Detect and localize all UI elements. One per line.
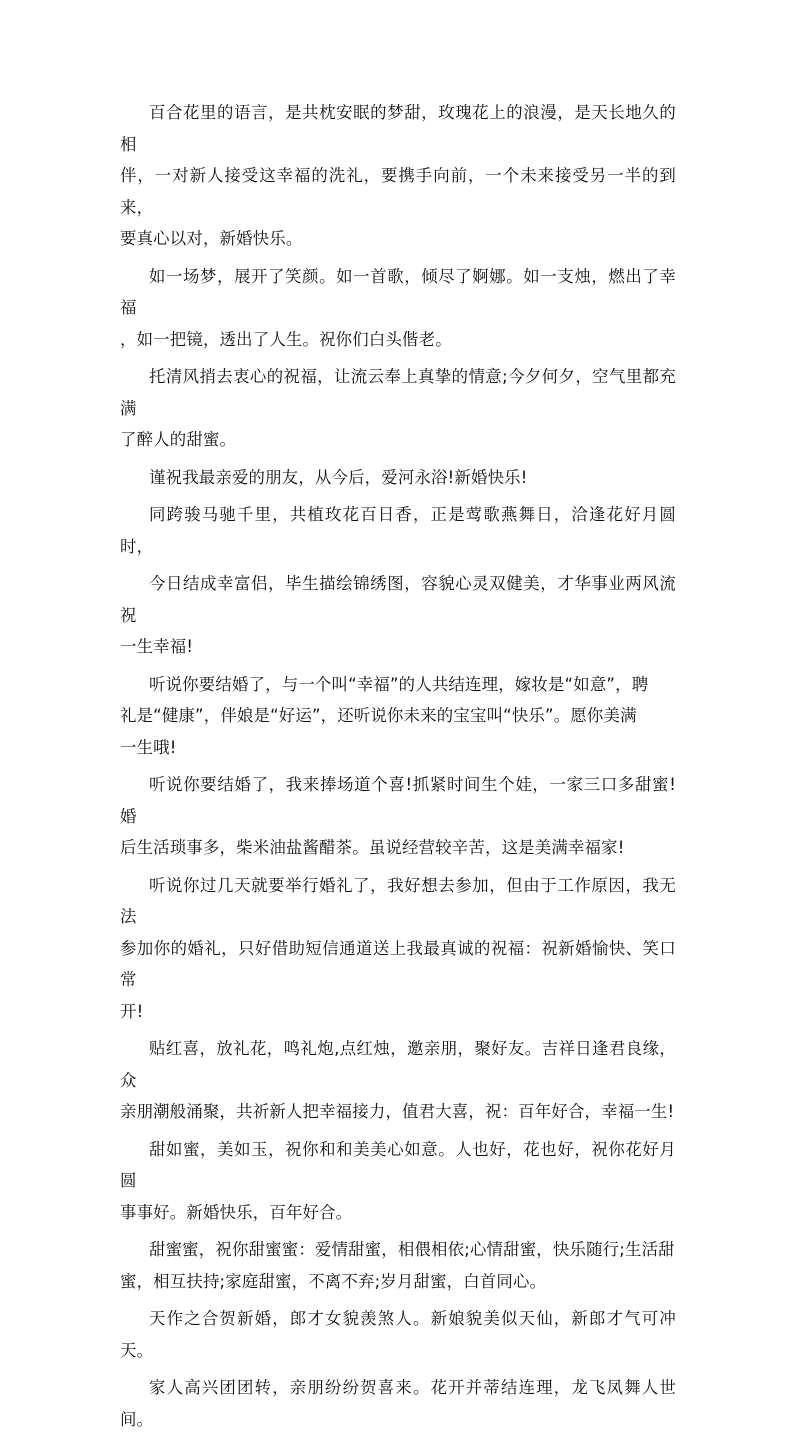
text-line: 同跨骏马驰千里，共植玫花百日香，正是莺歌燕舞日，洽逢花好月圆时， bbox=[120, 505, 676, 556]
text-line: ，如一把镜，透出了人生。祝你们白头偕老。 bbox=[120, 329, 452, 349]
text-line: 天作之合贺新婚，郎才女貌羡煞人。新娘貌美似天仙，新郎才气可冲天。 bbox=[120, 1309, 676, 1360]
text-line: 谨祝我最亲爱的朋友，从今后，爱河永浴!新婚快乐! bbox=[149, 467, 528, 487]
text-line: 后生活琐事多，柴米油盐酱醋茶。虽说经营较辛苦，这是美满幸福家! bbox=[120, 838, 625, 857]
paragraph bbox=[120, 769, 676, 864]
paragraph bbox=[120, 1372, 676, 1435]
text-line: 托清风捎去衷心的祝福，让流云奉上真挚的情意;今夕何夕，空气里都充满 bbox=[120, 367, 676, 418]
text-line: 要真心以对，新婚快乐。 bbox=[120, 229, 303, 248]
text-line: 一生哦! bbox=[120, 737, 177, 757]
paragraph bbox=[120, 870, 676, 1028]
text-line: 百合花里的语言，是共枕安眠的梦甜，玫瑰花上的浪漫，是天长地久的相 bbox=[120, 103, 676, 154]
text-line: 了醉人的甜蜜。 bbox=[120, 430, 237, 449]
paragraph bbox=[120, 568, 676, 663]
text-line: 听说你过几天就要举行婚礼了，我好想去参加，但由于工作原因，我无法 bbox=[120, 875, 676, 926]
text-line: 蜜，相互扶持;家庭甜蜜，不离不弃;岁月甜蜜，白首同心。 bbox=[120, 1271, 547, 1291]
paragraph bbox=[120, 261, 676, 356]
text-line: 参加你的婚礼，只好借助短信通道送上我最真诚的祝福：祝新婚愉快、笑口常 bbox=[120, 938, 676, 989]
text-line: 今日结成幸富侣，毕生描绘锦绣图，容貌心灵双健美，才华事业两风流祝 bbox=[120, 574, 676, 625]
paragraph bbox=[120, 1033, 676, 1128]
text-line: 开! bbox=[120, 1001, 144, 1021]
text-line: 礼是“健康”，伴娘是“好运”，还听说你未来的宝宝叫“快乐”。愿你美满 bbox=[120, 706, 637, 725]
text-line: 事事好。新婚快乐，百年好合。 bbox=[120, 1202, 353, 1222]
text-line: 甜蜜蜜，祝你甜蜜蜜：爱情甜蜜，相偎相依;心情甜蜜，快乐随行;生活甜 bbox=[149, 1240, 675, 1259]
text-line: 如一场梦，展开了笑颜。如一首歌，倾尽了婀娜。如一支烛，燃出了幸福 bbox=[120, 266, 676, 317]
paragraph bbox=[120, 1303, 676, 1366]
text-line: 听说你要结婚了，与一个叫“幸福”的人共结连理，嫁妆是“如意”，聘 bbox=[149, 674, 649, 694]
paragraph bbox=[120, 97, 676, 255]
paragraph bbox=[120, 1234, 676, 1297]
text-line: 听说你要结婚了，我来捧场道个喜!抓紧时间生个娃，一家三口多甜蜜!婚 bbox=[120, 775, 676, 826]
text-line: 亲朋潮般涌聚，共祈新人把幸福接力，值君大喜，祝：百年好合，幸福一生! bbox=[120, 1102, 675, 1121]
text-line: 家人高兴团团转，亲朋纷纷贺喜来。花开并蒂结连理，龙飞凤舞人世间。 bbox=[120, 1378, 676, 1429]
text-line: 贴红喜，放礼花，鸣礼炮,点红烛，邀亲朋，聚好友。吉祥日逢君良缘，众 bbox=[120, 1039, 676, 1090]
text-line: 伴，一对新人接受这幸福的洗礼，要携手向前，一个未来接受另一半的到来， bbox=[120, 166, 676, 217]
paragraph bbox=[120, 361, 676, 456]
document-body bbox=[120, 97, 676, 1441]
paragraph bbox=[120, 1134, 676, 1229]
paragraph bbox=[120, 669, 676, 764]
paragraph bbox=[120, 462, 676, 494]
text-line: 甜如蜜，美如玉，祝你和和美美心如意。人也好，花也好，祝你花好月圆 bbox=[120, 1139, 676, 1190]
paragraph bbox=[120, 499, 676, 562]
text-line: 一生幸福! bbox=[120, 637, 194, 656]
